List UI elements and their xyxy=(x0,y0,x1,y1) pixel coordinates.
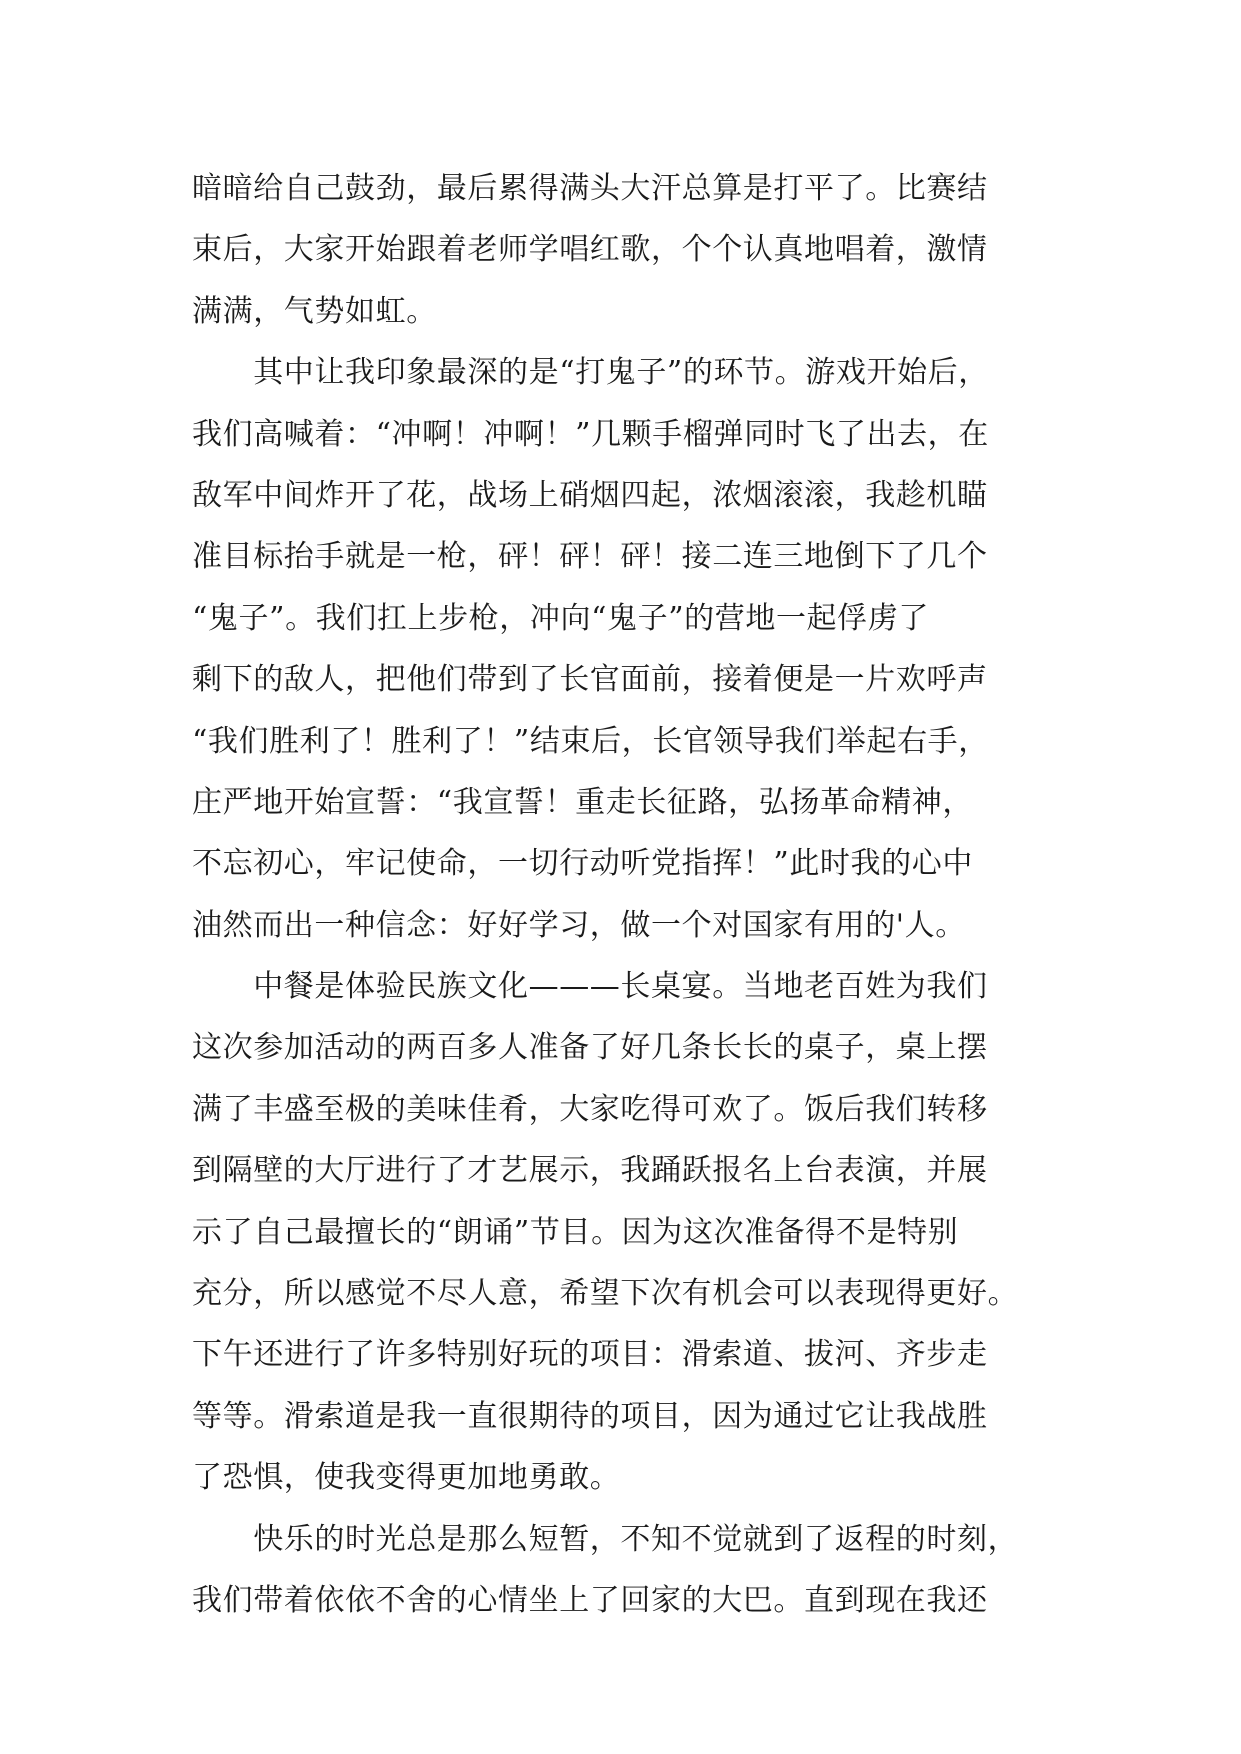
text-line: 下午还进行了许多特别好玩的项目：滑索道、拔河、齐步走 xyxy=(192,1337,988,1373)
text-line: 剩下的敌人，把他们带到了长官面前，接着便是一片欢呼声 xyxy=(192,662,988,698)
text-line: 到隔壁的大厅进行了才艺展示，我踊跃报名上台表演，并展 xyxy=(192,1153,988,1189)
text-line: 示了自己最擅长的“朗诵”节目。因为这次准备得不是特别 xyxy=(192,1214,959,1250)
text-line: 暗暗给自己鼓劲，最后累得满头大汗总算是打平了。比赛结 xyxy=(192,171,988,206)
text-line: 油然而出一种信念：好好学习，做一个对国家有用的'人。 xyxy=(192,907,966,943)
text-line: 了恐惧，使我变得更加地勇敢。 xyxy=(192,1460,621,1496)
text-line: 满了丰盛至极的美味佳肴，大家吃得可欢了。饭后我们转移 xyxy=(192,1091,988,1127)
text-line: 束后，大家开始跟着老师学唱红歌，个个认真地唱着，激情 xyxy=(192,232,988,268)
text-line: 不忘初心，牢记使命，一切行动听党指挥！”此时我的心中 xyxy=(192,846,973,882)
text-line: 庄严地开始宣誓：“我宣誓！重走长征路，弘扬革命精神， xyxy=(192,784,973,820)
text-line: 我们高喊着：“冲啊！冲啊！”几颗手榴弹同时飞了出去，在 xyxy=(192,416,989,452)
text-line: 满满，气势如虹。 xyxy=(192,293,437,329)
text-line: 敌军中间炸开了花，战场上硝烟四起，浓烟滚滚，我趁机瞄 xyxy=(192,477,988,513)
text-line: “鬼子”。我们扛上步枪，冲向“鬼子”的营地一起俘虏了 xyxy=(192,600,929,636)
text-line: 快乐的时光总是那么短暂，不知不觉就到了返程的时刻， xyxy=(192,1521,1019,1557)
text-line: 我们带着依依不舍的心情坐上了回家的大巴。直到现在我还 xyxy=(192,1582,988,1618)
text-line: 准目标抬手就是一枪，砰！砰！砰！接二连三地倒下了几个 xyxy=(192,539,988,575)
text-line: 充分，所以感觉不尽人意，希望下次有机会可以表现得更好。 xyxy=(192,1276,1019,1312)
text-line: 其中让我印象最深的是“打鬼子”的环节。游戏开始后， xyxy=(192,355,989,391)
text-line: “我们胜利了！胜利了！”结束后，长官领导我们举起右手， xyxy=(192,723,989,759)
text-line: 等等。滑索道是我一直很期待的项目，因为通过它让我战胜 xyxy=(192,1398,988,1434)
text-line: 这次参加活动的两百多人准备了好几条长长的桌子，桌上摆 xyxy=(192,1030,988,1066)
body-text xyxy=(192,158,1072,1631)
text-line: 中餐是体验民族文化———长桌宴。当地老百姓为我们 xyxy=(192,969,988,1005)
